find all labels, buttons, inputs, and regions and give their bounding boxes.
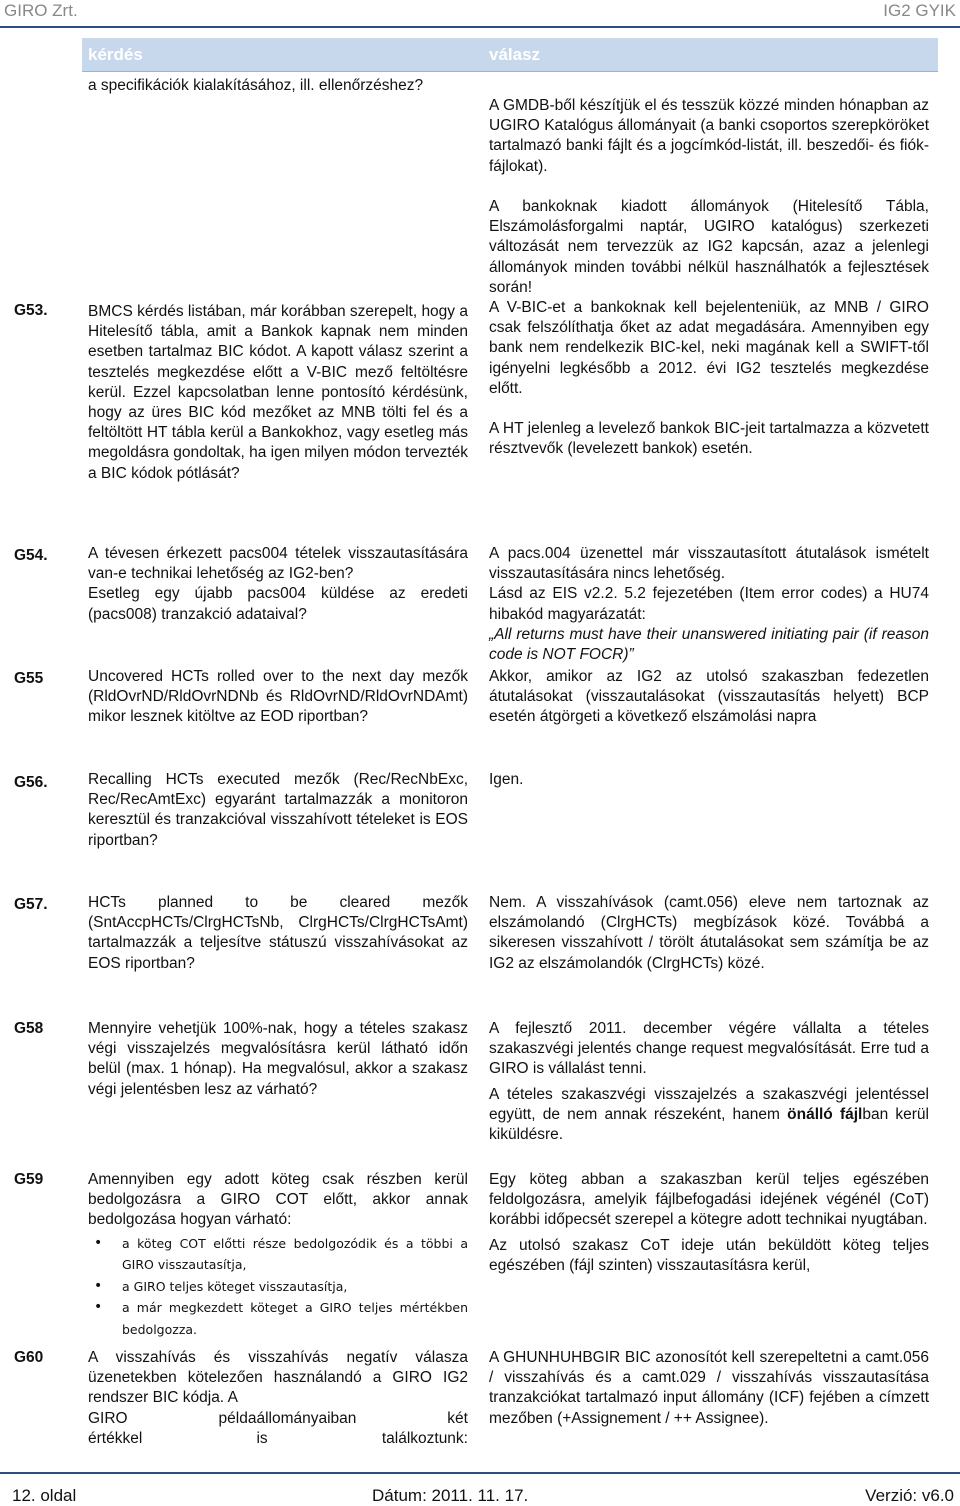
row-id: G58: [14, 1020, 44, 1037]
list-item-text: a már megkezdett köteget a GIRO teljes mértékben bedolgozza.: [122, 1300, 468, 1337]
question-paragraph: Esetleg egy újabb pacs004 küldése az eredeti (pacs008) tranzakció adataival?: [88, 585, 468, 623]
answer-paragraph: Lásd az EIS v2.2. 5.2 fejezetében (Item error codes) a HU74 hibakód magyarázatát:: [489, 585, 929, 623]
answer-quote: [489, 625, 929, 665]
row-id: G53.: [14, 302, 48, 319]
row-id: G55: [14, 670, 44, 687]
quoted-text: „All returns must have their unanswered initiating pair (if reason code is NOT FOCR)”: [489, 625, 929, 664]
row-id: G56.: [14, 774, 48, 791]
answer-paragraph: A HT jelenleg a levelező bankok BIC-jeit tartalmazza a közvetett résztvevők (levelezett bankok) esetén.: [489, 420, 929, 458]
document-date: Dátum: 2011. 11. 17.: [372, 1486, 529, 1505]
answer-text: Igen.: [489, 771, 524, 788]
answer-paragraph: [489, 1085, 929, 1146]
question-text: Recalling HCTs executed mezők (Rec/RecNbExc, Rec/RecAmtExc) egyaránt tartalmazzák a monitoron keresztül és tranzakcióval visszahívott tételeket is EOS riportban?: [88, 771, 468, 849]
answer-text: A GHUNHUHBGIR BIC azonosítót kell szerepeltetni a camt.056 / visszahívás és a camt.029 / visszahívás visszautasítása tranzakciókat tartalmazó input állomány (ICF) fejében a címzett mezőben (+Assignement / ++ Assignee).: [489, 1349, 929, 1427]
page-header: [0, 0, 960, 28]
question-text: Uncovered HCTs rolled over to the next day mezők (RldOvrND/RldOvrNDNb és RldOvrND/RldOvrNDAmt) mikor lesznek kitöltve az EOD riportban?: [88, 668, 468, 726]
row-id: G59: [14, 1171, 44, 1188]
document-version: Verzió: v6.0: [865, 1486, 954, 1505]
bullet-list: [88, 1233, 468, 1341]
question-paragraph: értékkel is találkoztunk:: [88, 1429, 468, 1447]
list-item-text: a köteg COT előtti része bedolgozódik és a többi a GIRO visszautasítja,: [122, 1235, 468, 1273]
question-paragraph: A tévesen érkezett pacs004 tételek visszautasítására van-e technikai lehetőség az IG2-ben?: [88, 545, 468, 583]
answer-paragraph: Az utolsó szakasz CoT ideje után beküldött köteg teljes egészében (fájl szinten) visszautasításra kerül,: [489, 1236, 929, 1274]
list-item-text: a GIRO teljes köteget visszautasítja,: [122, 1278, 348, 1294]
row-id: G54.: [14, 547, 48, 564]
bullet-icon: •: [94, 1234, 103, 1251]
question-text: [88, 544, 468, 625]
question-paragraph: GIRO példaállományaiban két: [88, 1409, 468, 1427]
bold-emphasis: önálló fájl: [787, 1105, 863, 1123]
list-item: [88, 1276, 468, 1298]
answer-text-run: ban kerül kiküldésre.: [489, 1105, 929, 1144]
table-header: [82, 38, 938, 72]
answer-paragraph: Egy köteg abban a szakaszban kerül teljes egészében feldolgozásra, amelyik fájlbefogadási idejének végénél (CoT) korábbi időpecsét szerepel a kötegre adott technikai nyugtában.: [489, 1171, 929, 1229]
answer-paragraph: A pacs.004 üzenettel már visszautasított átutalások ismételt visszautasítására nincs lehetőség.: [489, 545, 929, 583]
bullet-icon: •: [94, 1299, 103, 1316]
answer-text-run: A tételes szakaszvégi visszajelzés a szakaszvégi jelentéssel együtt, de nem annak részeként, hanem: [489, 1085, 929, 1123]
question-paragraph: Amennyiben egy adott köteg csak részben kerül bedolgozásra a GIRO COT előtt, akkor annak bedolgozása hogyan várható:: [88, 1171, 468, 1229]
document-title: IG2 GYIK: [883, 1, 956, 20]
answer-text: [489, 1170, 929, 1276]
answer-text: Akkor, amikor az IG2 az utolsó szakaszban fedezetlen átutalásokat (visszautalásokat (visszautasítás helyett) BCP esetén átgörgeti a következő elszámolási napra: [489, 668, 929, 726]
page-number: 12. oldal: [12, 1486, 77, 1505]
row-id: G57.: [14, 896, 48, 913]
answer-paragraph: A fejlesztő 2011. december végére vállalta a tételes szakaszvégi jelentés change request megvalósítását. Erre tud a GIRO is vállalást tenni.: [489, 1020, 929, 1078]
answer-text: [489, 544, 929, 665]
row-id: G60: [14, 1349, 44, 1366]
question-text: [88, 1348, 468, 1449]
answer-text: [489, 298, 929, 459]
question-column-header: kérdés: [88, 45, 143, 64]
question-text: [88, 1170, 468, 1340]
bullet-icon: •: [94, 1277, 103, 1294]
prev-answer-2: A bankoknak kiadott állományok (Hitelesítő Tábla, Elszámolásforgalmi naptár, UGIRO katalógus) szerkezeti változását nem tervezzük az IG2 kapcsán, azaz a jelenlegi állományok minden további nélkül használhatók a fejlesztések során!: [489, 198, 929, 296]
question-paragraph: A visszahívás és visszahívás negatív válasza üzenetekben kötelezően használandó a GIRO IG2 rendszer BIC kódja. A: [88, 1349, 468, 1407]
list-item: [88, 1233, 468, 1276]
answer-text: Nem. A visszahívások (camt.056) eleve nem tartoznak az elszámolandó (ClrgHCTs) megbízások közé. Továbbá a sikeresen visszahívott / törölt átutalásokat sem számítja be az IG2 az elszámolandók (ClrgHCTs) közé.: [489, 894, 929, 972]
question-text: HCTs planned to be cleared mezők (SntAccpHCTs/ClrgHCTsNb, ClrgHCTs/ClrgHCTsAmt) tartalmazzák a teljesítve státuszú visszahívásokat az EOS riportban?: [88, 894, 468, 972]
answer-text: [489, 1019, 929, 1145]
question-text: BMCS kérdés listában, már korábban szerepelt, hogy a Hitelesítő tábla, amit a Bankok kapnak nem minden esetben tartalmaz BIC kódot. A kapott válasz szerint a tesztelés megkezdése előtt a V-BIC mező feltöltésre kerül. Ezzel kapcsolatban lenne pontosító kérdésünk, hogy az üres BIC kód mezőket az MNB tölti fel és a feltöltött HT tábla kerül a Bankokhoz, vagy esetleg más megoldásra gondoltak, ha igen milyen módon tervezték a BIC kódok pótlását?: [88, 303, 468, 482]
question-text: Mennyire vehetjük 100%-nak, hogy a tételes szakasz végi visszajelzés megvalósításra kerül látható időn belül (max. 1 hónap). Ha megvalósul, akkor a szakasz végi jelentésben lesz az várható?: [88, 1020, 468, 1098]
answer-column-header: válasz: [489, 45, 541, 64]
prev-question-tail: a specifikációk kialakításához, ill. ellenőrzéshez?: [88, 77, 424, 94]
answer-paragraph: A V-BIC-et a bankoknak kell bejelenteniük, az MNB / GIRO csak felszólíthatja őket az adat megadására. Amennyiben egy bank nem rendelkezik BIC-kel, neki magának kell a SWIFT-től igényelni legkésőbb a 2012. évi IG2 tesztelés megkezdése előtt.: [489, 299, 929, 397]
page-footer: [0, 1472, 960, 1505]
company-name: GIRO Zrt.: [4, 1, 78, 20]
list-item: [88, 1297, 468, 1340]
prev-answer-1: A GMDB-ből készítjük el és tesszük közzé minden hónapban az UGIRO Katalógus állományait (a banki csoportos szerepköröket tartalmazó banki fájlt és a jogcímkód-listát, ill. beszedői- és fiók-fájlokat).: [489, 97, 929, 175]
